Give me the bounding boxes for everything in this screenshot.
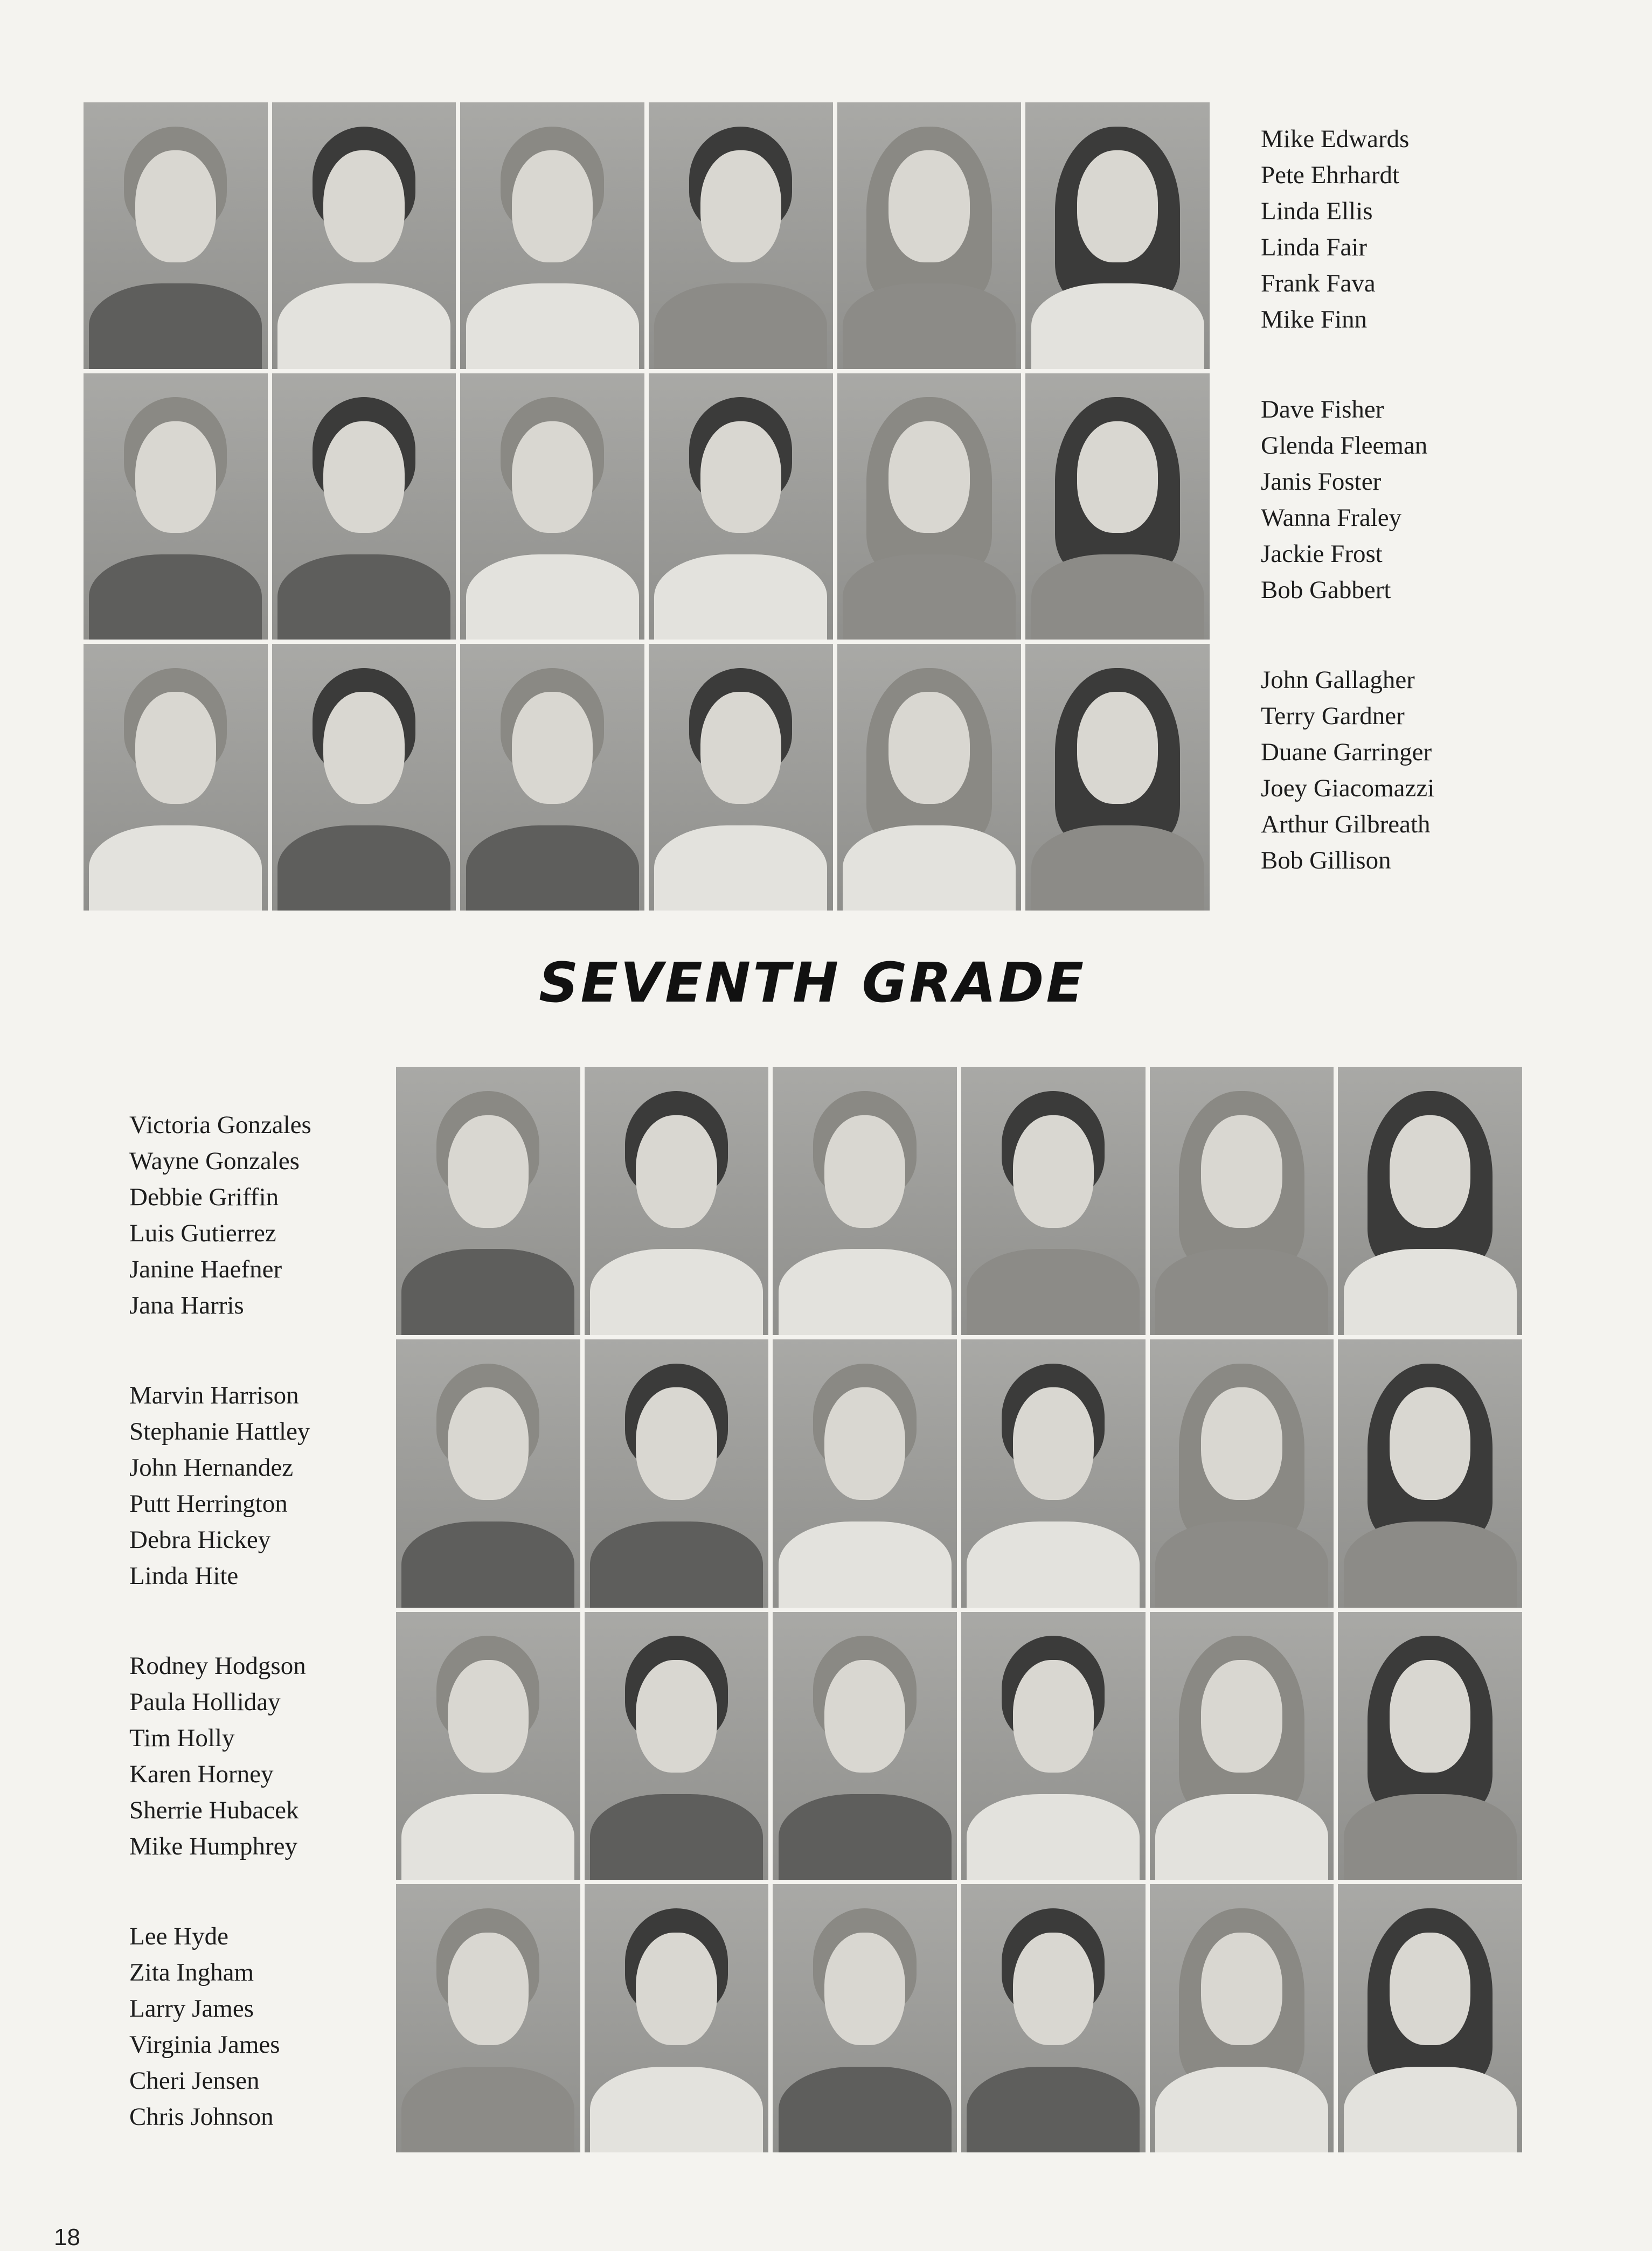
student-name: Victoria Gonzales [129,1111,311,1139]
page-number: 18 [54,2224,80,2250]
name-block [129,1107,311,1324]
student-name: John Gallagher [1261,666,1415,694]
student-portrait [1338,1067,1522,1335]
student-portrait [649,102,833,369]
name-block [129,1378,311,1594]
student-portrait [961,1339,1146,1608]
student-portrait [1025,102,1210,369]
student-portrait [1150,1884,1334,2152]
student-portrait [773,1612,957,1880]
student-name: Paula Holliday [129,1688,281,1716]
student-name: Zita Ingham [129,1958,254,1986]
student-portrait [585,1067,769,1335]
student-name: Lee Hyde [129,1922,228,1950]
student-name: Janis Foster [1261,468,1382,496]
student-name: Wanna Fraley [1261,504,1402,532]
student-name: John Hernandez [129,1454,294,1482]
student-name: Glenda Fleeman [1261,432,1428,460]
student-name: Terry Gardner [1261,702,1405,730]
student-portrait [272,373,456,640]
student-portrait [396,1884,580,2152]
student-portrait [837,102,1022,369]
top-photo-grid [84,102,1210,911]
student-name: Larry James [129,1995,254,2023]
student-name: Putt Herrington [129,1490,288,1518]
student-portrait [1338,1339,1522,1608]
name-block [1261,121,1434,338]
student-name: Linda Hite [129,1562,239,1590]
student-name: Debra Hickey [129,1526,271,1554]
student-name: Karen Horney [129,1760,274,1788]
top-name-list [1261,121,1434,933]
student-name: Wayne Gonzales [129,1147,300,1175]
student-portrait [1150,1067,1334,1335]
student-portrait [396,1612,580,1880]
student-portrait [1338,1612,1522,1880]
student-portrait [585,1884,769,2152]
student-name: Virginia James [129,2031,280,2059]
student-name: Debbie Griffin [129,1183,279,1211]
student-name: Chris Johnson [129,2103,274,2131]
name-block [129,1919,311,2135]
student-portrait [1150,1612,1334,1880]
student-name: Jackie Frost [1261,540,1383,568]
student-name: Tim Holly [129,1724,235,1752]
student-portrait [773,1884,957,2152]
student-portrait [272,644,456,911]
student-portrait [1025,373,1210,640]
student-name: Mike Edwards [1261,125,1410,153]
student-name: Pete Ehrhardt [1261,161,1400,189]
student-name: Luis Gutierrez [129,1219,276,1247]
section-title: SEVENTH GRADE [539,951,1086,1015]
student-name: Frank Fava [1261,269,1376,297]
student-name: Bob Gillison [1261,846,1391,874]
student-portrait [773,1339,957,1608]
student-portrait [460,373,644,640]
student-portrait [272,102,456,369]
student-portrait [460,644,644,911]
student-name: Arthur Gilbreath [1261,810,1431,838]
student-name: Mike Humphrey [129,1832,297,1860]
student-portrait [84,644,268,911]
student-name: Jana Harris [129,1291,244,1319]
student-portrait [837,644,1022,911]
student-portrait [837,373,1022,640]
bottom-photo-grid [396,1067,1522,2152]
name-block [1261,662,1434,879]
student-portrait [961,1067,1146,1335]
student-name: Mike Finn [1261,305,1368,334]
student-name: Cheri Jensen [129,2067,260,2095]
student-portrait [1025,644,1210,911]
name-block [129,1648,311,1865]
student-name: Dave Fisher [1261,395,1384,423]
student-name: Sherrie Hubacek [129,1796,299,1824]
student-portrait [649,644,833,911]
student-name: Linda Ellis [1261,197,1373,225]
student-portrait [649,373,833,640]
student-name: Marvin Harrison [129,1381,299,1409]
student-portrait [1150,1339,1334,1608]
student-portrait [396,1339,580,1608]
student-name: Joey Giacomazzi [1261,774,1435,802]
student-portrait [460,102,644,369]
student-portrait [84,373,268,640]
student-name: Stephanie Hattley [129,1418,310,1446]
bottom-name-list [129,1107,311,2189]
student-portrait [585,1612,769,1880]
student-portrait [773,1067,957,1335]
student-portrait [1338,1884,1522,2152]
student-name: Bob Gabbert [1261,576,1391,604]
student-name: Janine Haefner [129,1255,282,1283]
student-portrait [84,102,268,369]
student-portrait [961,1884,1146,2152]
student-portrait [396,1067,580,1335]
student-portrait [961,1612,1146,1880]
student-portrait [585,1339,769,1608]
student-name: Duane Garringer [1261,738,1432,766]
student-name: Linda Fair [1261,233,1368,261]
name-block [1261,392,1434,608]
student-name: Rodney Hodgson [129,1652,306,1680]
